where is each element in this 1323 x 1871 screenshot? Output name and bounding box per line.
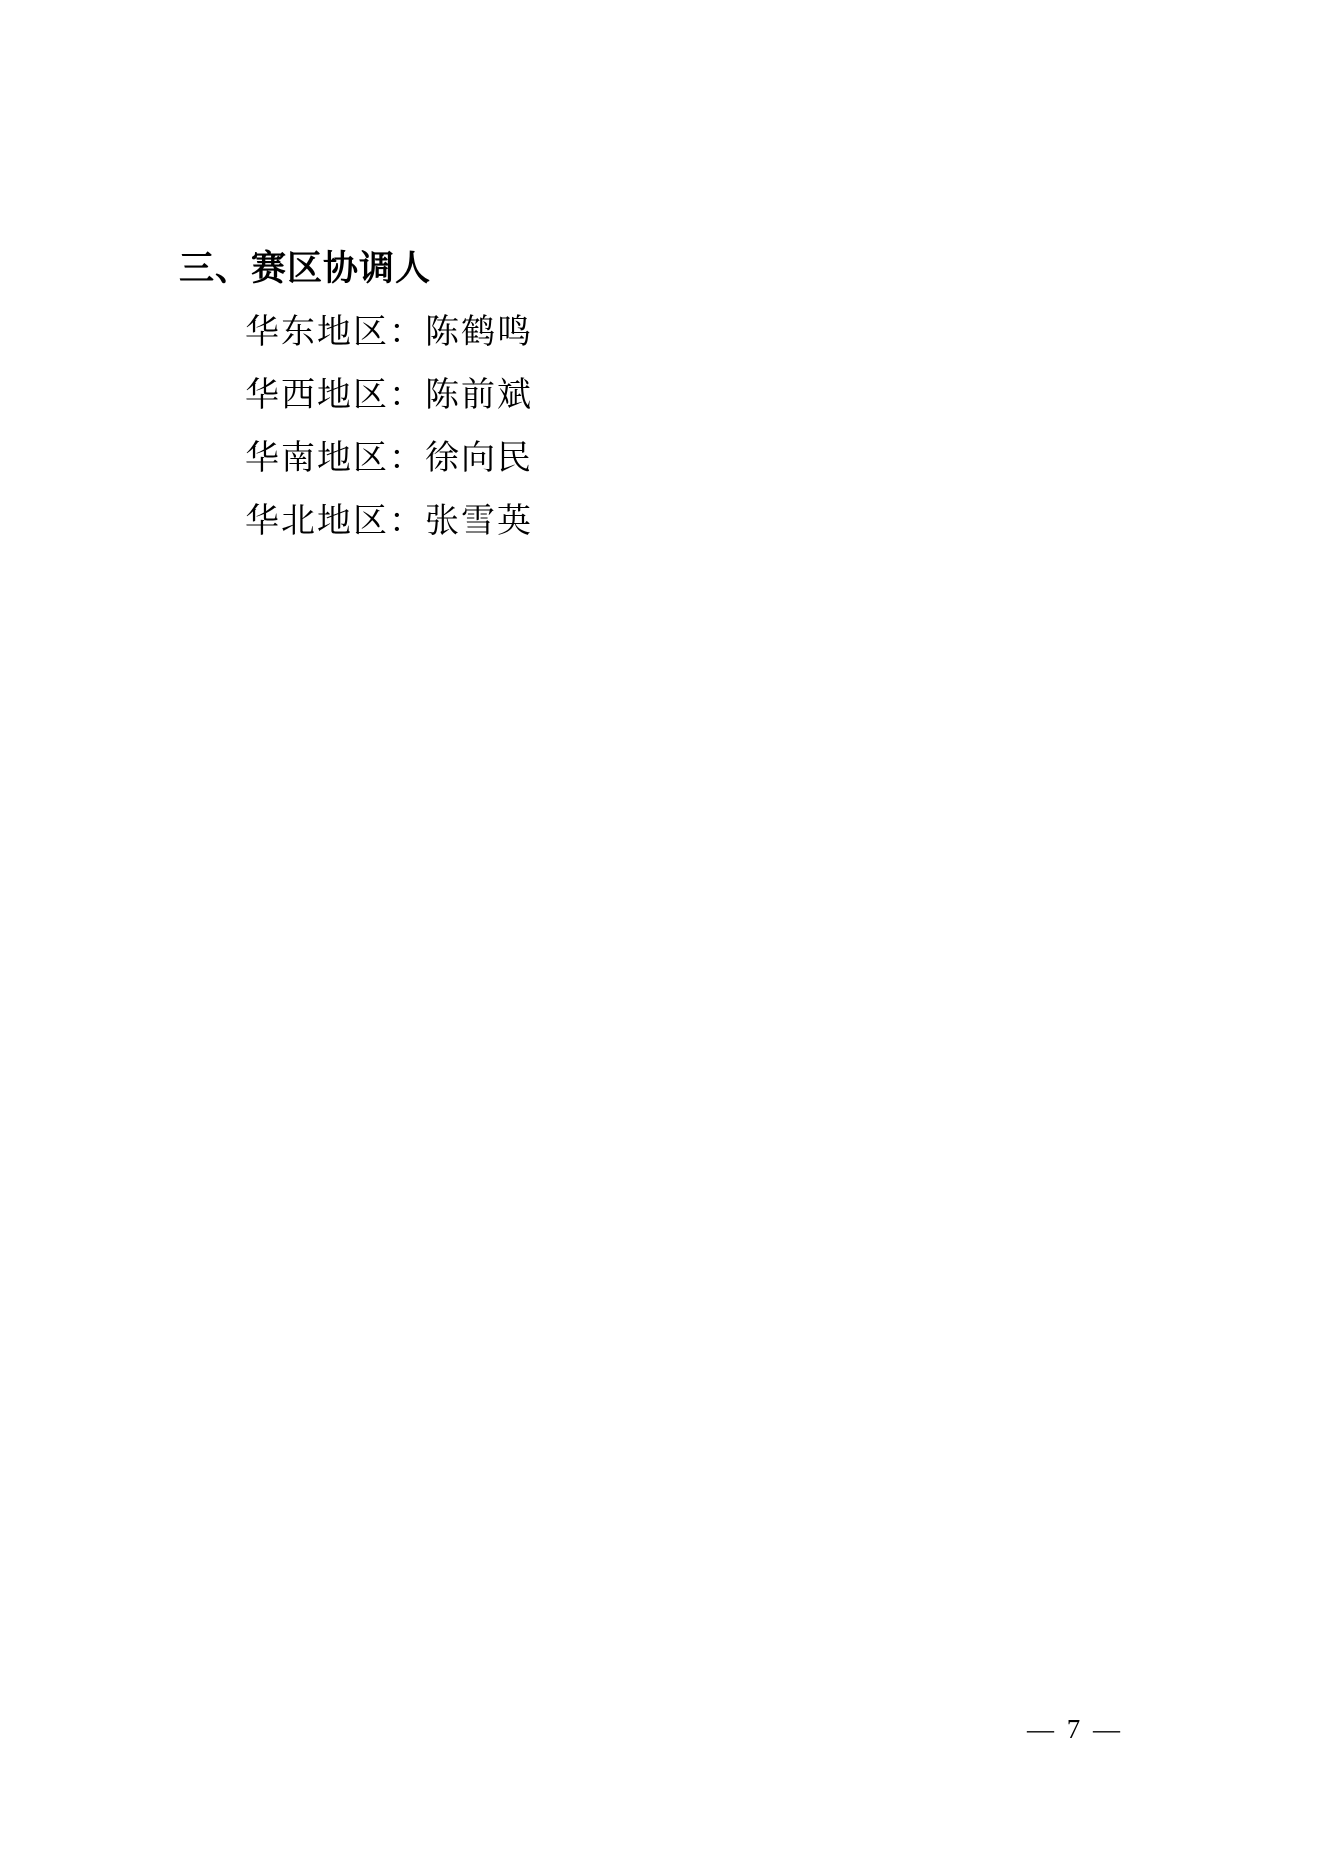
coordinator-list [245,297,533,549]
coordinator-line-south: 华南地区：徐向民 [245,440,533,477]
section-heading: 三、赛区协调人 [179,249,432,288]
page-number: — 7 — [1027,1714,1123,1744]
coordinator-line-west: 华西地区：陈前斌 [245,377,533,414]
coordinator-line-north: 华北地区：张雪英 [245,503,533,540]
coordinator-line-east: 华东地区：陈鹤鸣 [245,314,533,351]
